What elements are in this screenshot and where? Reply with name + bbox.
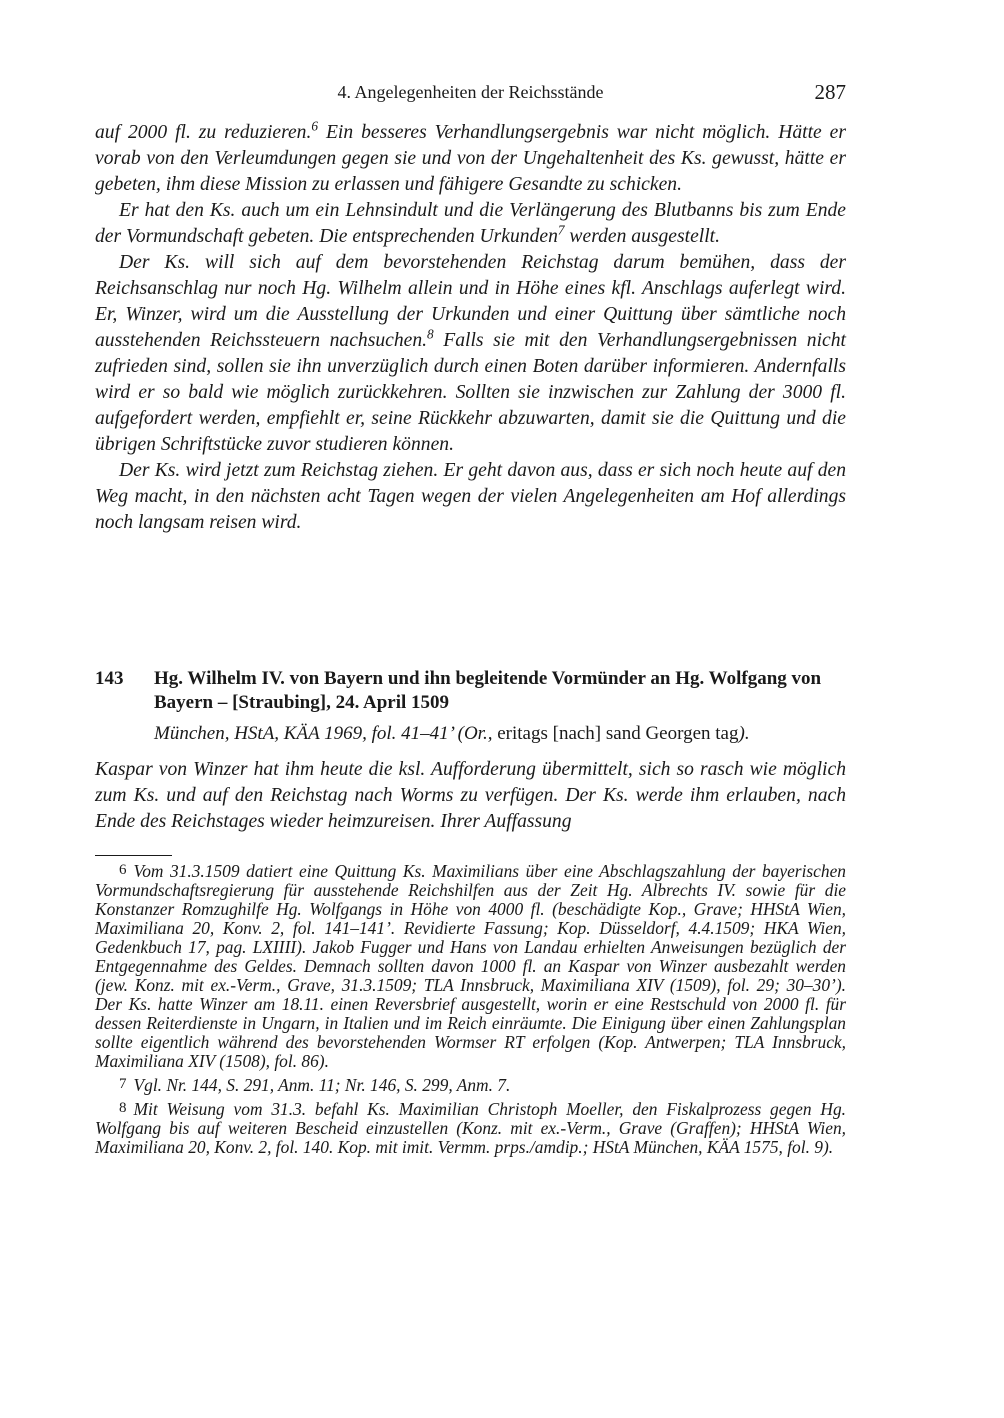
document-heading [95,667,846,715]
page-number: 287 [814,80,846,104]
footnote-7 [95,1075,846,1095]
paragraph-text: werden ausgestellt. [564,226,720,247]
footnote-text: Vom 31.3.1509 datiert eine Quittung Ks. Maximilians über eine Abschlagszahlung der bayerischen Vormundschaftsregierung für ausstehende Reichshilfen aus der Zeit Hg. Albrechts IV. sowie für die Konstanzer Romzughilfe Hg. Wolfgangs in Höhe von 4000 fl. (beschädigte Kop., Grave; HHStA Wien, Maximiliana 20, Konv. 2, fol. 141–141’. Revidierte Fassung; Kop. Düsseldorf, 4.4.1509; HKA Wien, Gedenkbuch 17, pag. LXIIII). Jakob Fugger und Hans von Landau erhielten Anweisungen bezüglich der Entgegennahme des Geldes. Demnach sollten davon 1000 fl. an Kaspar von Winzer ausbezahlt werden (jew. Konz. mit ex.-Verm., Grave, 31.3.1509; TLA Innsbruck, Maximiliana XIV (1509), fol. 29; 30–30’). Der Ks. hatte Winzer am 18.11. einen Reversbrief ausgestellt, worin er eine Restschuld von 2000 fl. für dessen Reiterdienste in Ungarn, in Italien und im Reich einräumte. Die Einigung über einen Zahlungsplan sollte eigentlich während des bevorstehenden Wormser RT erfolgen (Kop. Antwerpen; TLA Innsbruck, Maximiliana XIV (1508), fol. 86). [95,861,846,1071]
paragraph-text: auf 2000 fl. zu reduzieren. [95,122,312,143]
source-archive: München, HStA, KÄA 1969, fol. 41–41’ (Or., [154,723,493,744]
paragraph-4: Der Ks. wird jetzt zum Reichstag ziehen. Er geht davon aus, dass er sich noch heute auf den Weg macht, in den nächsten acht Tagen wegen der vielen Angelegenheiten am Hof allerdings noch langsam reisen wird. [95,460,846,533]
footnote-8 [95,1099,846,1157]
paragraph-text: Falls sie mit den Verhandlungsergebnissen nicht zufrieden sind, sollen sie ihn unverzüglich durch einen Boten darüber informieren. Andernfalls wird er so bald wie möglich zurückkehren. Sollten sie inzwischen zur Zahlung der 3000 fl. aufgefordert werden, empfiehlt er, seine Rückkehr abzuwarten, damit sie die Quittung und die übrigen Schriftstücke zuvor studieren können. [95,330,846,455]
footnote-mark: 7 [119,1076,127,1092]
document-paragraph: Kaspar von Winzer hat ihm heute die ksl. Aufforderung übermittelt, sich so rasch wie möglich zum Ks. und auf den Reichstag nach Worms zu verfügen. Der Ks. werde ihm erlauben, nach Ende des Reichstages wieder heimzureisen. Ihrer Auffassung [95,759,846,832]
paragraph-text: Ein besseres Verhandlungsergebnis war nicht möglich. Hätte er vorab von den Verleumdungen gegen sie und von der Ungehaltenheit des Ks. gewusst, hätte er gebeten, ihm diese Mission zu erlassen und fähigere Gesandte zu schicken. [95,122,846,195]
footnote-text: Vgl. Nr. 144, S. 291, Anm. 11; Nr. 146, S. 299, Anm. 7. [133,1075,511,1095]
source-reference [154,722,846,746]
document-number: 143 [95,668,124,689]
footnotes [95,861,846,1161]
running-head-title: 4. Angelegenheiten der Reichsstände [337,82,604,102]
running-head [95,80,846,108]
source-end: ). [738,723,750,744]
footnote-ref-6[interactable]: 6 [311,118,319,134]
footnote-6 [95,861,846,1071]
paragraph-text: Er hat den Ks. auch um ein Lehnsindult und die Verlängerung des Blutbanns bis zum Ende der Vormundschaft gebeten. Die entsprechenden Urkunden [95,200,846,247]
footnote-text: Mit Weisung vom 31.3. befahl Ks. Maximilian Christoph Moeller, den Fiskalprozess gegen Hg. Wolfgang bis auf weiteren Bescheid einzustellen (Konz. mit ex.-Verm., Grave (Graffen); HHStA Wien, Maximiliana 20, Konv. 2, fol. 140. Kop. mit imit. Vermm. prps./amdip.; HStA München, KÄA 1575, fol. 9). [95,1099,846,1157]
footnote-mark: 8 [119,1100,127,1116]
source-date-original: eritags [nach] sand Georgen tag [492,723,739,744]
letter-summary [95,120,846,536]
footnote-mark: 6 [119,862,127,878]
footnote-divider [95,855,172,856]
footnote-ref-7[interactable]: 7 [557,222,565,238]
paragraph-2 [95,198,846,250]
footnote-ref-8[interactable]: 8 [427,326,434,342]
document-title: Hg. Wilhelm IV. von Bayern und ihn begleitende Vormünder an Hg. Wolfgang von Bayern – [Straubing], 24. April 1509 [154,668,822,713]
paragraph-3 [95,250,846,458]
document-page [95,0,846,1418]
document-text [95,757,846,835]
paragraph-1 [95,120,846,198]
paragraph-text: Der Ks. will sich auf dem bevorstehenden Reichstag darum bemühen, dass der Reichsanschlag nur noch Hg. Wilhelm allein und in Höhe eines kfl. Anschlags auferlegt wird. Er, Winzer, wird um die Ausstellung der Urkunden und einer Quittung über sämtliche noch ausstehenden Reichssteuern nachsuchen. [95,252,846,351]
